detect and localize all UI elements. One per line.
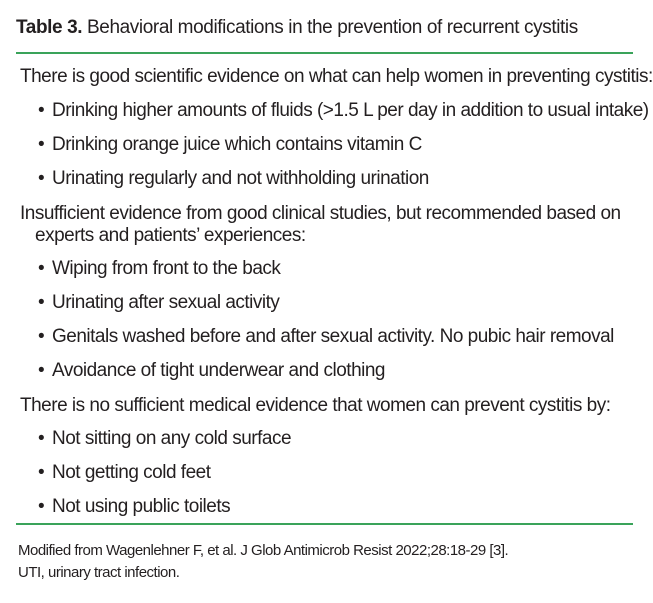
section-3-intro: There is no sufficient medical evidence that women can prevent cystitis by: xyxy=(20,395,611,416)
section-1-intro: There is good scientific evidence on what can help women in preventing cystitis: xyxy=(20,66,653,87)
bullet-icon: • xyxy=(38,168,45,189)
list-item-text: Urinating after sexual activity xyxy=(52,292,280,313)
bullet-icon: • xyxy=(38,258,45,279)
table-caption: Behavioral modifications in the prevention of recurrent cystitis xyxy=(87,17,578,38)
top-divider xyxy=(16,52,633,54)
list-item-text: Urinating regularly and not withholding urination xyxy=(52,168,429,189)
list-item xyxy=(38,100,649,122)
list-item-text: Not getting cold feet xyxy=(52,462,211,483)
bullet-icon: • xyxy=(38,100,45,121)
table-label: Table 3. xyxy=(16,17,83,38)
section-2-intro-continued: experts and patients’ experiences: xyxy=(35,225,306,246)
abbreviation-footnote: UTI, urinary tract infection. xyxy=(18,564,180,581)
list-item-text: Not using public toilets xyxy=(52,496,231,517)
list-item-text: Drinking orange juice which contains vitamin C xyxy=(52,134,422,155)
source-footnote: Modified from Wagenlehner F, et al. J Glob Antimicrob Resist 2022;28:18-29 [3]. xyxy=(18,542,509,559)
section-2-intro: Insufficient evidence from good clinical studies, but recommended based on xyxy=(20,203,621,224)
bullet-icon: • xyxy=(38,326,45,347)
list-item xyxy=(38,326,614,348)
list-item xyxy=(38,258,280,280)
bullet-icon: • xyxy=(38,292,45,313)
bottom-divider xyxy=(16,523,633,525)
list-item xyxy=(38,462,211,484)
list-item-text: Wiping from front to the back xyxy=(52,258,281,279)
bullet-icon: • xyxy=(38,496,45,517)
list-item xyxy=(38,168,429,190)
table-title xyxy=(16,17,578,39)
list-item-text: Avoidance of tight underwear and clothing xyxy=(52,360,386,381)
list-item xyxy=(38,292,279,314)
list-item xyxy=(38,496,230,518)
list-item-text: Drinking higher amounts of fluids (>1.5 L per day in addition to usual intake) xyxy=(52,100,649,121)
bullet-icon: • xyxy=(38,428,45,449)
bullet-icon: • xyxy=(38,462,45,483)
list-item-text: Not sitting on any cold surface xyxy=(52,428,292,449)
list-item xyxy=(38,134,422,156)
list-item xyxy=(38,428,291,450)
bullet-icon: • xyxy=(38,360,45,381)
list-item xyxy=(38,360,385,382)
bullet-icon: • xyxy=(38,134,45,155)
list-item-text: Genitals washed before and after sexual activity. No pubic hair removal xyxy=(52,326,614,347)
